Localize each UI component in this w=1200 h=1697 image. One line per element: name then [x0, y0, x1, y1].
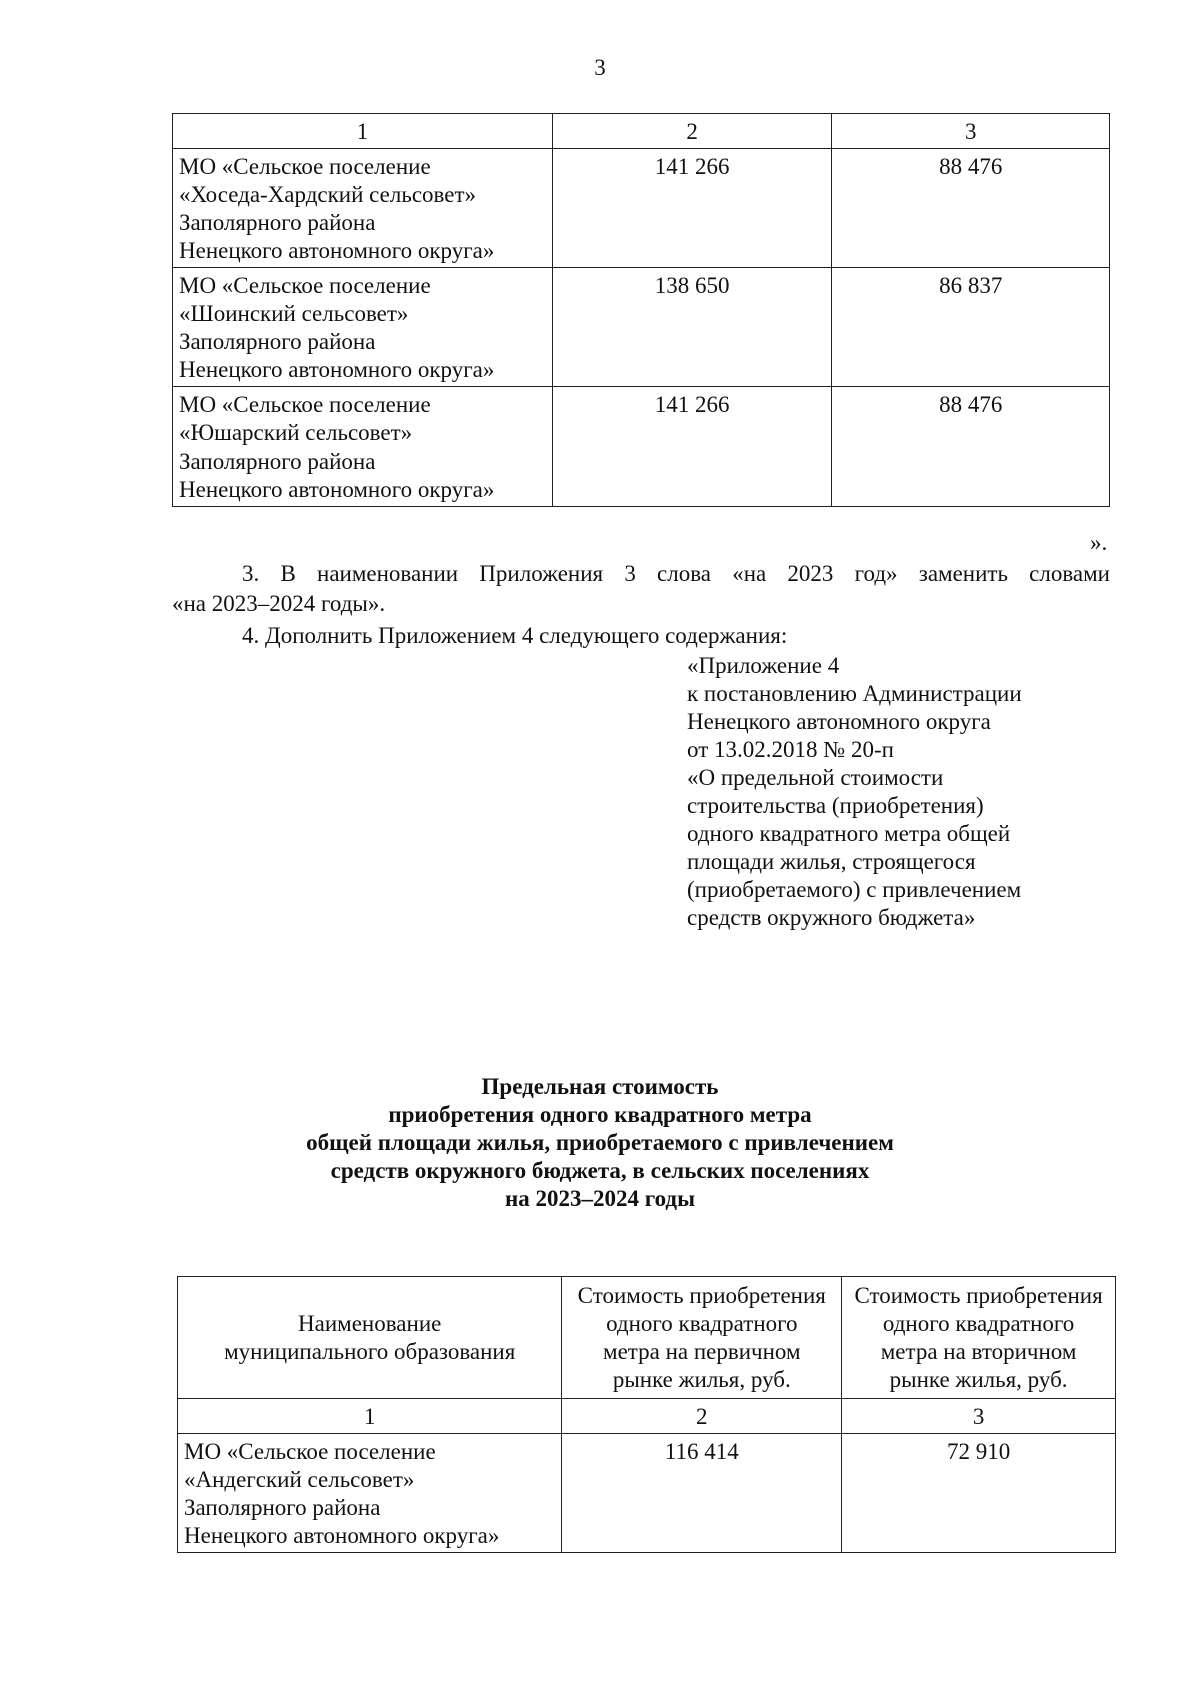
table-row: [178, 1434, 1116, 1553]
page-number: 3: [594, 55, 606, 80]
paragraph-item-3-continuation: «на 2023–2024 годы».: [172, 591, 386, 616]
column-number-2: 2: [562, 1399, 842, 1434]
primary-market-price: 116 414: [562, 1434, 842, 1553]
column-number-3: 3: [842, 1399, 1116, 1434]
price-table-continued: [172, 113, 1110, 507]
municipality-name: МО «Сельское поселение «Андегский сельсовет» Заполярного района Ненецкого автономного округа»: [178, 1434, 562, 1553]
table-header-row: [178, 1277, 1116, 1399]
secondary-market-price: 72 910: [842, 1434, 1116, 1553]
header-secondary-price: Стоимость приобретения одного квадратного метра на вторичном рынке жилья, руб.: [842, 1277, 1116, 1399]
column-number-1: 1: [173, 114, 553, 149]
primary-market-price: 141 266: [552, 149, 832, 268]
secondary-market-price: 88 476: [832, 149, 1110, 268]
paragraph-item-4: 4. Дополнить Приложением 4 следующего содержания:: [242, 623, 788, 648]
primary-market-price: 141 266: [552, 387, 832, 506]
municipality-name: МО «Сельское поселение «Шоинский сельсовет» Заполярного района Ненецкого автономного округа»: [173, 268, 553, 387]
column-number-1: 1: [178, 1399, 562, 1434]
header-primary-price: Стоимость приобретения одного квадратного метра на первичном рынке жилья, руб.: [562, 1277, 842, 1399]
table-number-row: [173, 114, 1110, 149]
paragraph-item-3: 3. В наименовании Приложения 3 слова «на 2023 год» заменить словами: [242, 561, 1110, 586]
municipality-name: МО «Сельское поселение «Хоседа-Хардский сельсовет» Заполярного района Ненецкого автономного округа»: [173, 149, 553, 268]
secondary-market-price: 86 837: [832, 268, 1110, 387]
table-row: [173, 387, 1110, 506]
closing-quote: ».: [1090, 530, 1108, 555]
price-table: [177, 1276, 1116, 1553]
document-title: Предельная стоимость приобретения одного квадратного метра общей площади жилья, приобретаемого с привлечением средств окружного бюджета, в сельских поселениях на 2023–2024 годы: [306, 1074, 894, 1212]
municipality-name: МО «Сельское поселение «Юшарский сельсовет» Заполярного района Ненецкого автономного округа»: [173, 387, 553, 506]
header-municipality: Наименование муниципального образования: [178, 1277, 562, 1399]
table-row: [173, 268, 1110, 387]
column-number-2: 2: [552, 114, 832, 149]
table-number-row: [178, 1399, 1116, 1434]
secondary-market-price: 88 476: [832, 387, 1110, 506]
primary-market-price: 138 650: [552, 268, 832, 387]
table-row: [173, 149, 1110, 268]
column-number-3: 3: [832, 114, 1110, 149]
annex-heading: «Приложение 4 к постановлению Администрации Ненецкого автономного округа от 13.02.2018 № 20-п «О предельной стоимости строительства (приобретения) одного квадратного метра общей площади жилья, строящегося (приобретаемого) с привлечением средств окружного бюджета»: [687, 653, 1022, 931]
